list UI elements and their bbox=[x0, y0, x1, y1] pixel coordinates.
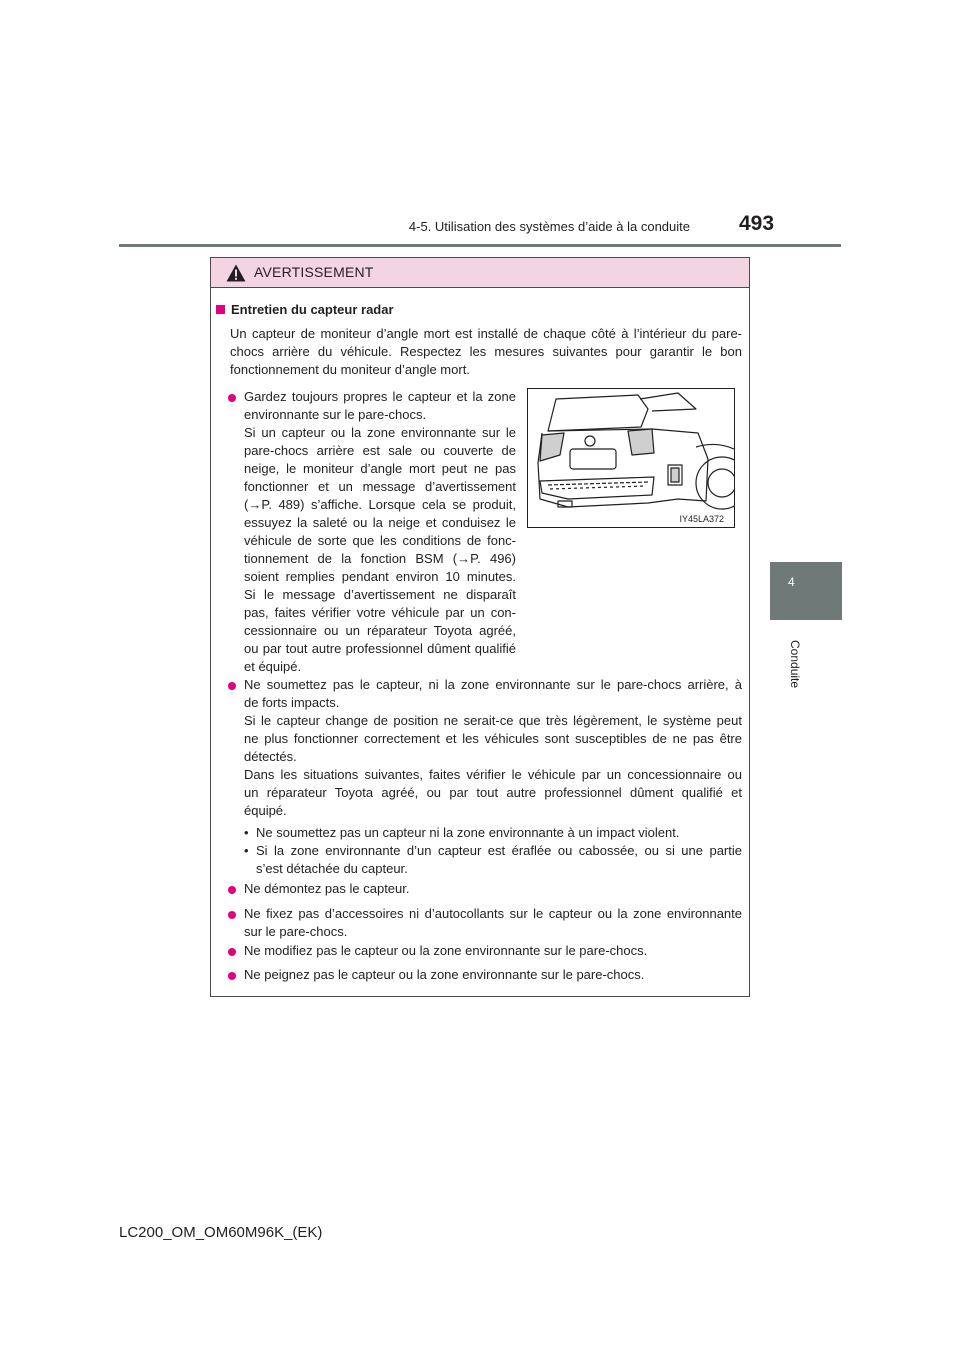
text-line: véhicule de sorte que les conditions de fonc- bbox=[244, 533, 516, 548]
square-bullet-icon bbox=[216, 305, 225, 314]
text-line: détectés. bbox=[244, 749, 297, 764]
vehicle-rear-illustration bbox=[527, 388, 735, 528]
bullet-1 bbox=[244, 388, 516, 676]
text-line: Si un capteur ou la zone environnante sur le bbox=[244, 425, 516, 440]
warning-triangle-icon bbox=[226, 264, 246, 282]
bullet-dot-icon bbox=[228, 972, 236, 980]
text-line: pare-chocs arrière est sale ou couverte de bbox=[244, 443, 516, 458]
warning-header bbox=[211, 258, 749, 288]
text-line: Si le capteur change de position ne serait-ce que très légèrement, le système peut bbox=[244, 713, 742, 728]
text-line: cessionnaire ou un réparateur Toyota agréé, bbox=[244, 623, 516, 638]
warning-heading-row bbox=[216, 301, 394, 319]
text-line: Ne fixez pas d’accessoires ni d’autocollants sur le capteur ou la zone environnante bbox=[244, 906, 742, 921]
text-line: Ne démontez pas le capteur. bbox=[244, 881, 410, 896]
text-line: Si le message d’avertissement ne disparaît bbox=[244, 587, 516, 602]
bullet-dot-icon bbox=[228, 948, 236, 956]
text-line: essuyez la saleté ou la neige et conduisez le bbox=[244, 515, 516, 530]
warning-heading: Entretien du capteur radar bbox=[231, 302, 394, 317]
text-line: sur le pare-chocs. bbox=[244, 924, 348, 939]
text-line: Si la zone environnante d’un capteur est éraflée ou cabossée, ou si une partie bbox=[256, 843, 742, 858]
sub-bullet-1 bbox=[244, 824, 742, 842]
chapter-tab bbox=[770, 562, 842, 620]
text-line: Un capteur de moniteur d’angle mort est installé de chaque côté à l’intérieur du pare- bbox=[230, 326, 742, 341]
bullet-dot-icon bbox=[228, 682, 236, 690]
text-line: pas, faites vérifier votre véhicule par un con- bbox=[244, 605, 516, 620]
text-line: ou par tout autre professionnel dûment qualifié bbox=[244, 641, 516, 656]
text-line: environnante sur le pare-chocs. bbox=[244, 407, 427, 422]
text-line: Gardez toujours propres le capteur et la zone bbox=[244, 389, 516, 404]
sub-bullet-mark: • bbox=[244, 825, 249, 840]
text-line: Ne soumettez pas le capteur, ni la zone environnante sur le pare-chocs arrière, à bbox=[244, 677, 742, 692]
text-line: tionnement de la fonction BSM (→P. 496) bbox=[244, 551, 516, 566]
text-line: Dans les situations suivantes, faites vérifier le véhicule par un concessionnaire ou bbox=[244, 767, 742, 782]
chapter-tab-number: 4 bbox=[788, 575, 795, 589]
text-line: fonctionner et un message d’avertissement bbox=[244, 479, 516, 494]
bullet-3 bbox=[244, 880, 742, 898]
document-code: LC200_OM_OM60M96K_(EK) bbox=[119, 1224, 323, 1241]
sub-bullet-2 bbox=[244, 842, 742, 878]
text-line: et équipé. bbox=[244, 659, 302, 674]
figure-code: IY45LA372 bbox=[679, 514, 724, 524]
text-line: neige, le moniteur d’angle mort peut ne pas bbox=[244, 461, 516, 476]
page-number: 493 bbox=[739, 212, 775, 235]
vehicle-rear-drawing bbox=[528, 389, 734, 527]
text-line: Ne peignez pas le capteur ou la zone environnante sur le pare-chocs. bbox=[244, 967, 645, 982]
text-line: s’est détachée du capteur. bbox=[256, 861, 408, 876]
text-line: Ne soumettez pas un capteur ni la zone environnante à un impact violent. bbox=[256, 825, 680, 840]
text-line: un réparateur Toyota agréé, ou par tout autre professionnel dûment qualifié et bbox=[244, 785, 742, 800]
warning-box bbox=[210, 257, 750, 997]
text-line: ne plus fonctionner correctement et les véhicules sont susceptibles de ne pas être bbox=[244, 731, 742, 746]
bullet-dot-icon bbox=[228, 911, 236, 919]
text-line: Ne modifiez pas le capteur ou la zone environnante sur le pare-chocs. bbox=[244, 943, 648, 958]
bullet-dot-icon bbox=[228, 886, 236, 894]
intro-paragraph bbox=[230, 325, 742, 379]
text-line: équipé. bbox=[244, 803, 287, 818]
text-line: chocs arrière du véhicule. Respectez les mesures suivantes pour garantir le bon bbox=[230, 344, 742, 359]
bullet-5 bbox=[244, 942, 742, 960]
text-line: soient remplies pendant environ 10 minutes. bbox=[244, 569, 516, 584]
warning-title: AVERTISSEMENT bbox=[254, 264, 374, 280]
bullet-dot-icon bbox=[228, 394, 236, 402]
section-title: 4-5. Utilisation des systèmes d’aide à la conduite bbox=[408, 219, 690, 234]
bullet-4 bbox=[244, 905, 742, 941]
bullet-6 bbox=[244, 966, 742, 984]
text-line: (→P. 489) s’affiche. Lorsque cela se produit, bbox=[244, 497, 516, 512]
header-rule bbox=[119, 244, 841, 247]
text-line: fonctionnement du moniteur d’angle mort. bbox=[230, 362, 470, 377]
text-line: de forts impacts. bbox=[244, 695, 340, 710]
chapter-tab-label: Conduite bbox=[788, 640, 802, 689]
bullet-2 bbox=[244, 676, 742, 820]
sub-bullet-mark: • bbox=[244, 843, 249, 858]
